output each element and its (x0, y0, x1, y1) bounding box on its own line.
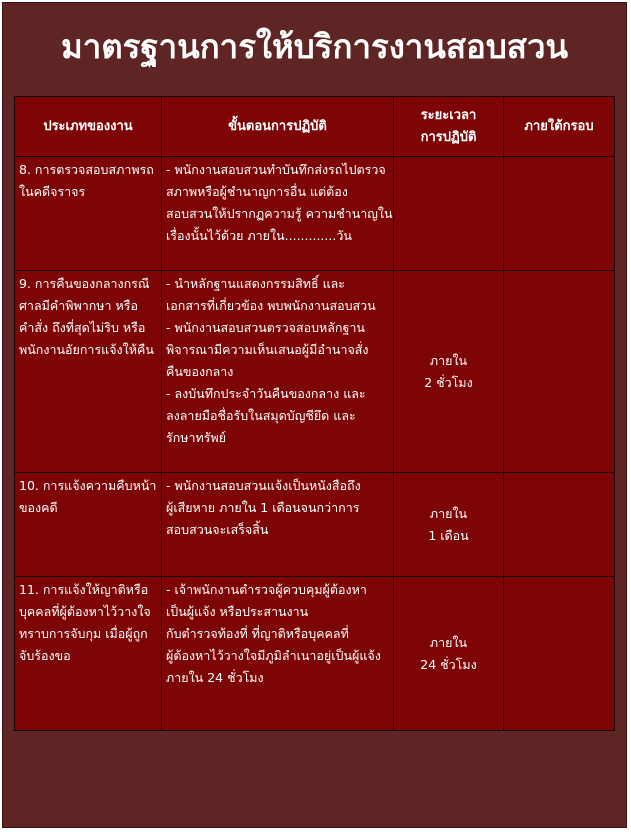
step-line: พิจารณามีความเห็นเสนอผู้มีอำนาจสั่ง (166, 342, 369, 357)
step-line: - พนักงานสอบสวนแจ้งเป็นหนังสือถึง (166, 478, 361, 493)
type-line: 9. การคืนของกลางกรณี (19, 276, 150, 291)
step-line: ลงลายมือชื่อรับในสมุดบัญชียึด และ (166, 408, 356, 423)
header-period-line: ระยะเวลา (420, 107, 477, 123)
step-line: กับตำรวจท้องที่ ที่ญาติหรือบุคคลที่ (166, 626, 349, 641)
header-period (394, 97, 504, 157)
period-line: ภายใน (429, 634, 468, 650)
type-cell (15, 271, 162, 473)
type-line: จับร้องขอ (19, 648, 71, 663)
table-row (15, 271, 615, 473)
page-title: มาตรฐานการให้บริการงานสอบสวน (60, 27, 569, 66)
type-line: บุคคลที่ผู้ต้องหาไว้วางใจ (19, 604, 151, 619)
period-cell (394, 577, 504, 731)
period-cell (394, 157, 504, 271)
table-row (15, 577, 615, 731)
step-line: คืนของกลาง (166, 364, 234, 379)
header-framework: ภายใต้กรอบ (504, 97, 615, 157)
table-row (15, 157, 615, 271)
page-background (2, 2, 627, 828)
type-line: ทราบการจับกุม เมื่อผู้ถูก (19, 626, 148, 641)
type-line: 8. การตรวจสอบสภาพรถ (19, 162, 154, 177)
step-line: - เจ้าพนักงานตำรวจผู้ควบคุมผู้ต้องหา (166, 582, 367, 597)
period-line: 24 ชั่วโมง (420, 656, 477, 672)
step-line: เป็นผู้แจ้ง หรือประสานงาน (166, 604, 309, 619)
step-line: ผู้ต้องหาไว้วางใจมีภูมิลำเนาอยู่เป็นผู้แจ้ง (166, 648, 381, 663)
framework-cell (504, 577, 615, 731)
type-line: ในคดีจราจร (19, 184, 86, 199)
period-line: 2 ชั่วโมง (424, 374, 473, 390)
table-row (15, 473, 615, 577)
framework-cell (504, 157, 615, 271)
framework-cell (504, 473, 615, 577)
type-cell (15, 157, 162, 271)
step-line: เรื่องนั้นไว้ด้วย ภายใน.............วัน (166, 228, 352, 243)
type-line: 10. การแจ้งความคืบหน้า (19, 478, 157, 493)
type-line: ของคดี (19, 500, 58, 515)
step-line: สอบสวนให้ปรากฏความรู้ ความชำนาญใน (166, 206, 393, 221)
type-line: 11. การแจ้งให้ญาติหรือ (19, 582, 149, 597)
step-line: สอบสวนจะเสร็จสิ้น (166, 522, 269, 537)
steps-cell (162, 577, 394, 731)
type-cell (15, 473, 162, 577)
header-type: ประเภทของงาน (15, 97, 162, 157)
type-cell (15, 577, 162, 731)
step-line: สภาพหรือผู้ชำนาญการอื่น แต่ต้อง (166, 184, 348, 199)
step-line: - ลงบันทึกประจำวันคืนของกลาง และ (166, 386, 366, 401)
step-line: - พนักงานสอบสวนตรวจสอบหลักฐาน (166, 320, 365, 335)
period-line: 1 เดือน (428, 527, 469, 543)
period-line: ภายใน (429, 352, 468, 368)
type-line: คำสั่ง ถึงที่สุดไม่ริบ หรือ (19, 320, 146, 335)
type-line: ศาลมีคำพิพากษา หรือ (19, 298, 138, 313)
step-line: ภายใน 24 ชั่วโมง (166, 670, 264, 685)
steps-cell (162, 473, 394, 577)
type-line: พนักงานอัยการแจ้งให้คืน (19, 342, 154, 357)
step-line: - นำหลักฐานแสดงกรรมสิทธิ์ และ (166, 276, 346, 291)
step-line: รักษาทรัพย์ (166, 430, 227, 445)
period-cell (394, 271, 504, 473)
header-period-line: การปฏิบัติ (420, 129, 477, 145)
header-steps: ขั้นตอนการปฏิบัติ (162, 97, 394, 157)
steps-cell (162, 271, 394, 473)
framework-cell (504, 271, 615, 473)
step-line: - พนักงานสอบสวนทำบันทึกส่งรถไปตรวจ (166, 162, 386, 177)
service-standards-table (14, 96, 615, 731)
period-line: ภายใน (429, 505, 468, 521)
steps-cell (162, 157, 394, 271)
step-line: เอกสารที่เกี่ยวข้อง พบพนักงานสอบสวน (166, 298, 376, 313)
period-cell (394, 473, 504, 577)
step-line: ผู้เสียหาย ภายใน 1 เดือนจนกว่าการ (166, 500, 360, 515)
table-header-row (15, 97, 615, 157)
